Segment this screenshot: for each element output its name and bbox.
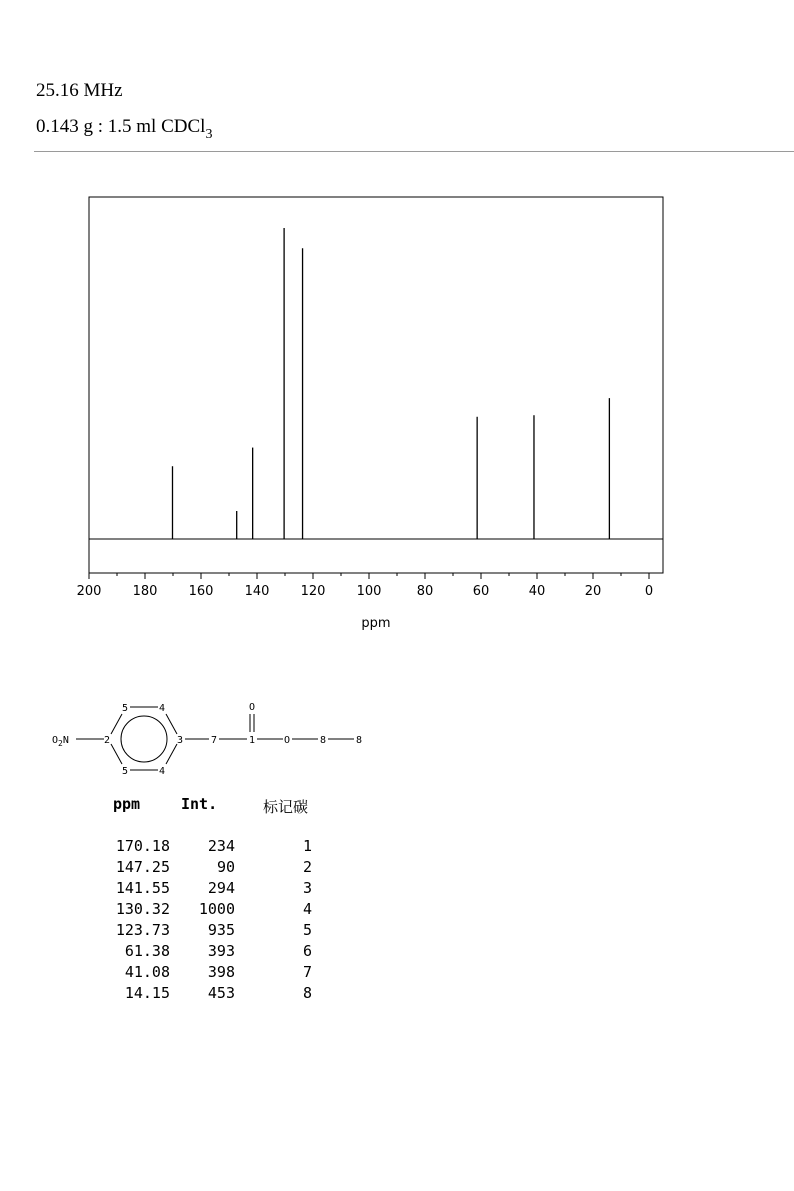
x-tick-label-0: 0 <box>644 584 654 599</box>
molecule-structure <box>40 690 380 780</box>
sample-concentration-subscript: 3 <box>205 127 213 142</box>
x-tick-label-160: 160 <box>188 584 214 599</box>
x-tick-label-120: 120 <box>300 584 326 599</box>
x-axis-label: ppm <box>361 616 391 631</box>
atom-7: 7 <box>211 735 218 746</box>
column-header-intensity: Int. <box>181 795 218 813</box>
sample-concentration <box>36 116 212 143</box>
x-tick-label-180: 180 <box>132 584 158 599</box>
cell-intensity: 453 <box>207 984 235 1002</box>
cell-ppm: 61.38 <box>124 942 170 960</box>
plot-frame <box>89 197 663 573</box>
x-tick-label-200: 200 <box>76 584 102 599</box>
nitro-o-label <box>52 735 69 748</box>
cell-intensity: 935 <box>207 921 235 939</box>
cell-intensity: 1000 <box>198 900 235 918</box>
nitro-n-text: N <box>62 735 69 746</box>
cell-ppm: 123.73 <box>115 921 170 939</box>
atom-2: 2 <box>104 735 111 746</box>
cell-carbon-label: 4 <box>302 900 312 918</box>
atom-8a: 8 <box>320 735 327 746</box>
atom-8b: 8 <box>356 735 363 746</box>
cell-ppm: 170.18 <box>115 837 170 855</box>
cell-intensity: 90 <box>216 858 235 876</box>
atom-5-top: 5 <box>122 703 129 714</box>
atom-4-bottom: 4 <box>159 766 166 777</box>
bond-2-5bot <box>111 744 122 764</box>
cell-ppm: 14.15 <box>124 984 170 1002</box>
nitro-o-text: O <box>52 735 59 746</box>
cell-carbon-label: 8 <box>302 984 312 1002</box>
atom-5-bottom: 5 <box>122 766 129 777</box>
aromatic-ring-circle <box>121 716 167 762</box>
header-divider <box>34 151 794 152</box>
atom-1: 1 <box>249 735 256 746</box>
x-tick-label-20: 20 <box>584 584 602 599</box>
atom-3: 3 <box>177 735 184 746</box>
cell-carbon-label: 6 <box>302 942 312 960</box>
cell-intensity: 234 <box>207 837 235 855</box>
cell-carbon-label: 7 <box>302 963 312 981</box>
cell-intensity: 294 <box>207 879 235 897</box>
sample-concentration-text: 0.143 g : 1.5 ml CDCl <box>36 116 206 137</box>
cell-ppm: 41.08 <box>124 963 170 981</box>
cell-carbon-label: 3 <box>302 879 312 897</box>
cell-carbon-label: 5 <box>302 921 312 939</box>
x-tick-label-80: 80 <box>416 584 434 599</box>
x-tick-label-60: 60 <box>472 584 490 599</box>
cell-carbon-label: 1 <box>302 837 312 855</box>
peaks-group <box>172 228 609 539</box>
cell-ppm: 141.55 <box>115 879 170 897</box>
cell-ppm: 147.25 <box>115 858 170 876</box>
nmr-spectrum-chart <box>0 180 794 640</box>
carbonyl-o: O <box>249 702 256 713</box>
x-tick-label-40: 40 <box>528 584 546 599</box>
cell-intensity: 398 <box>207 963 235 981</box>
spectrometer-frequency: 25.16 MHz <box>36 80 123 101</box>
column-header-ppm: ppm <box>113 795 141 813</box>
ester-o: O <box>284 735 291 746</box>
x-axis-ticks <box>77 573 654 599</box>
atom-4-top: 4 <box>159 703 166 714</box>
bond-4top-3 <box>166 714 177 734</box>
cell-carbon-label: 2 <box>302 858 312 876</box>
cell-intensity: 393 <box>207 942 235 960</box>
bond-4bot-3 <box>166 744 177 764</box>
cell-ppm: 130.32 <box>115 900 170 918</box>
nitro-o-subscript: 2 <box>58 739 63 748</box>
column-header-carbon-label: 标记碳 <box>263 798 309 816</box>
bond-2-5top <box>111 714 122 734</box>
x-tick-label-100: 100 <box>356 584 382 599</box>
x-tick-label-140: 140 <box>244 584 270 599</box>
